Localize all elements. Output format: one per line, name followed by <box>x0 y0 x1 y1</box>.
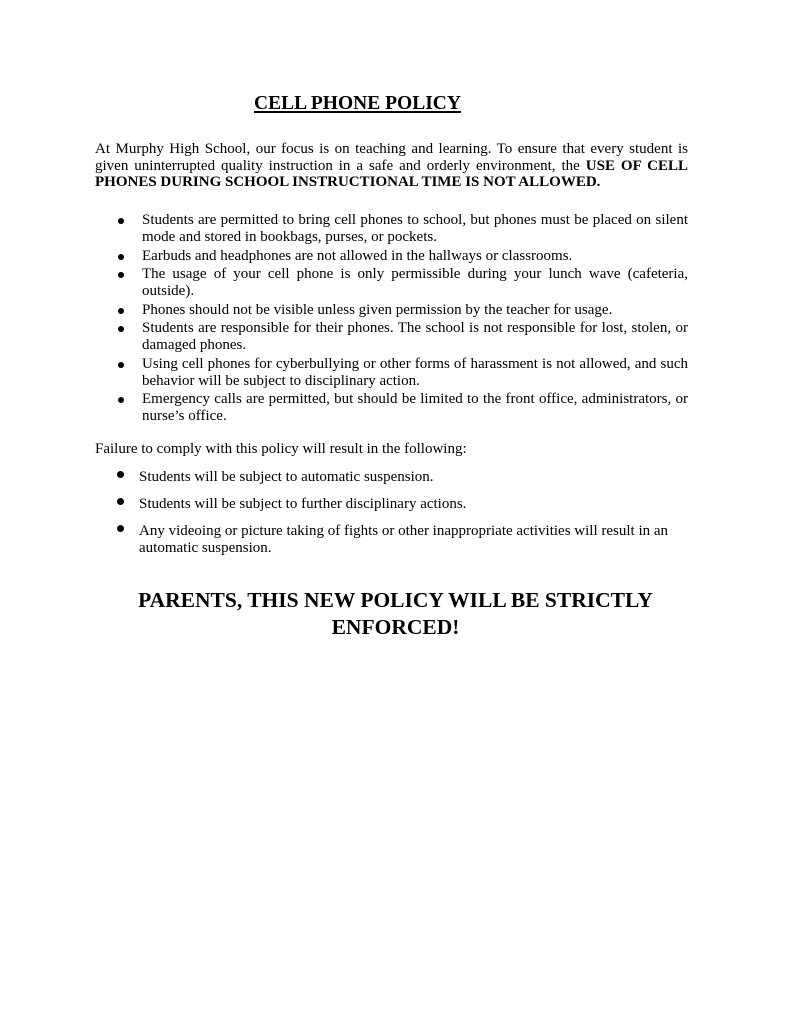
consequences-lead: Failure to comply with this policy will result in the following: <box>95 441 467 457</box>
parent-notice <box>0 587 791 641</box>
list-item <box>0 469 691 486</box>
rules-list <box>0 212 791 427</box>
bullet-icon <box>118 308 124 314</box>
bullet-icon <box>118 326 124 332</box>
intro-text: At Murphy High School, our focus is on teaching and learning. To ensure that every student is given uninterrupted quality instruction in a safe and orderly environment, the <box>95 141 688 174</box>
notice-line-2: ENFORCED! <box>331 615 460 639</box>
list-item <box>0 212 688 246</box>
rule-text: Earbuds and headphones are not allowed in the hallways or classrooms. <box>142 247 573 264</box>
list-item <box>0 248 688 265</box>
rule-text: Emergency calls are permitted, but should be limited to the front office, administrators, or nurse’s office. <box>142 391 688 424</box>
list-item <box>0 266 688 300</box>
rule-text: The usage of your cell phone is only permissible during your lunch wave (cafeteria, outside). <box>142 266 688 299</box>
consequence-text: Students will be subject to further disciplinary actions. <box>139 496 467 512</box>
intro-paragraph <box>95 141 688 191</box>
bullet-icon <box>118 218 124 224</box>
bullet-icon <box>117 471 124 478</box>
list-item <box>0 391 688 425</box>
bullet-icon <box>118 254 124 260</box>
rule-text: Using cell phones for cyberbullying or other forms of harassment is not allowed, and such behavior will be subject to disciplinary action. <box>142 355 688 389</box>
rule-text: Students are responsible for their phones. The school is not responsible for lost, stolen, or damaged phones. <box>142 320 688 353</box>
consequence-text: Students will be subject to automatic suspension. <box>139 469 434 485</box>
bullet-icon <box>118 272 124 278</box>
list-item <box>0 320 688 354</box>
bullet-icon <box>117 498 124 505</box>
bullet-icon <box>117 525 124 532</box>
consequences-list <box>0 469 791 567</box>
notice-line-1: PARENTS, THIS NEW POLICY WILL BE STRICTLY <box>138 588 653 612</box>
rule-text: Students are permitted to bring cell phones to school, but phones must be placed on silent mode and stored in bookbags, purses, or pockets. <box>142 212 688 245</box>
list-item <box>0 302 688 319</box>
rule-text: Phones should not be visible unless given permission by the teacher for usage. <box>142 301 613 318</box>
bullet-icon <box>118 397 124 403</box>
intro-emphasis: USE OF CELL PHONES DURING SCHOOL INSTRUCTIONAL TIME IS NOT ALLOWED. <box>95 157 688 190</box>
bullet-icon <box>118 362 124 368</box>
list-item <box>0 356 688 390</box>
list-item <box>0 496 691 513</box>
consequence-text: Any videoing or picture taking of fights or other inappropriate activities will result in an automatic suspension. <box>139 523 669 556</box>
page-title: CELL PHONE POLICY <box>254 93 461 114</box>
list-item <box>0 523 691 557</box>
